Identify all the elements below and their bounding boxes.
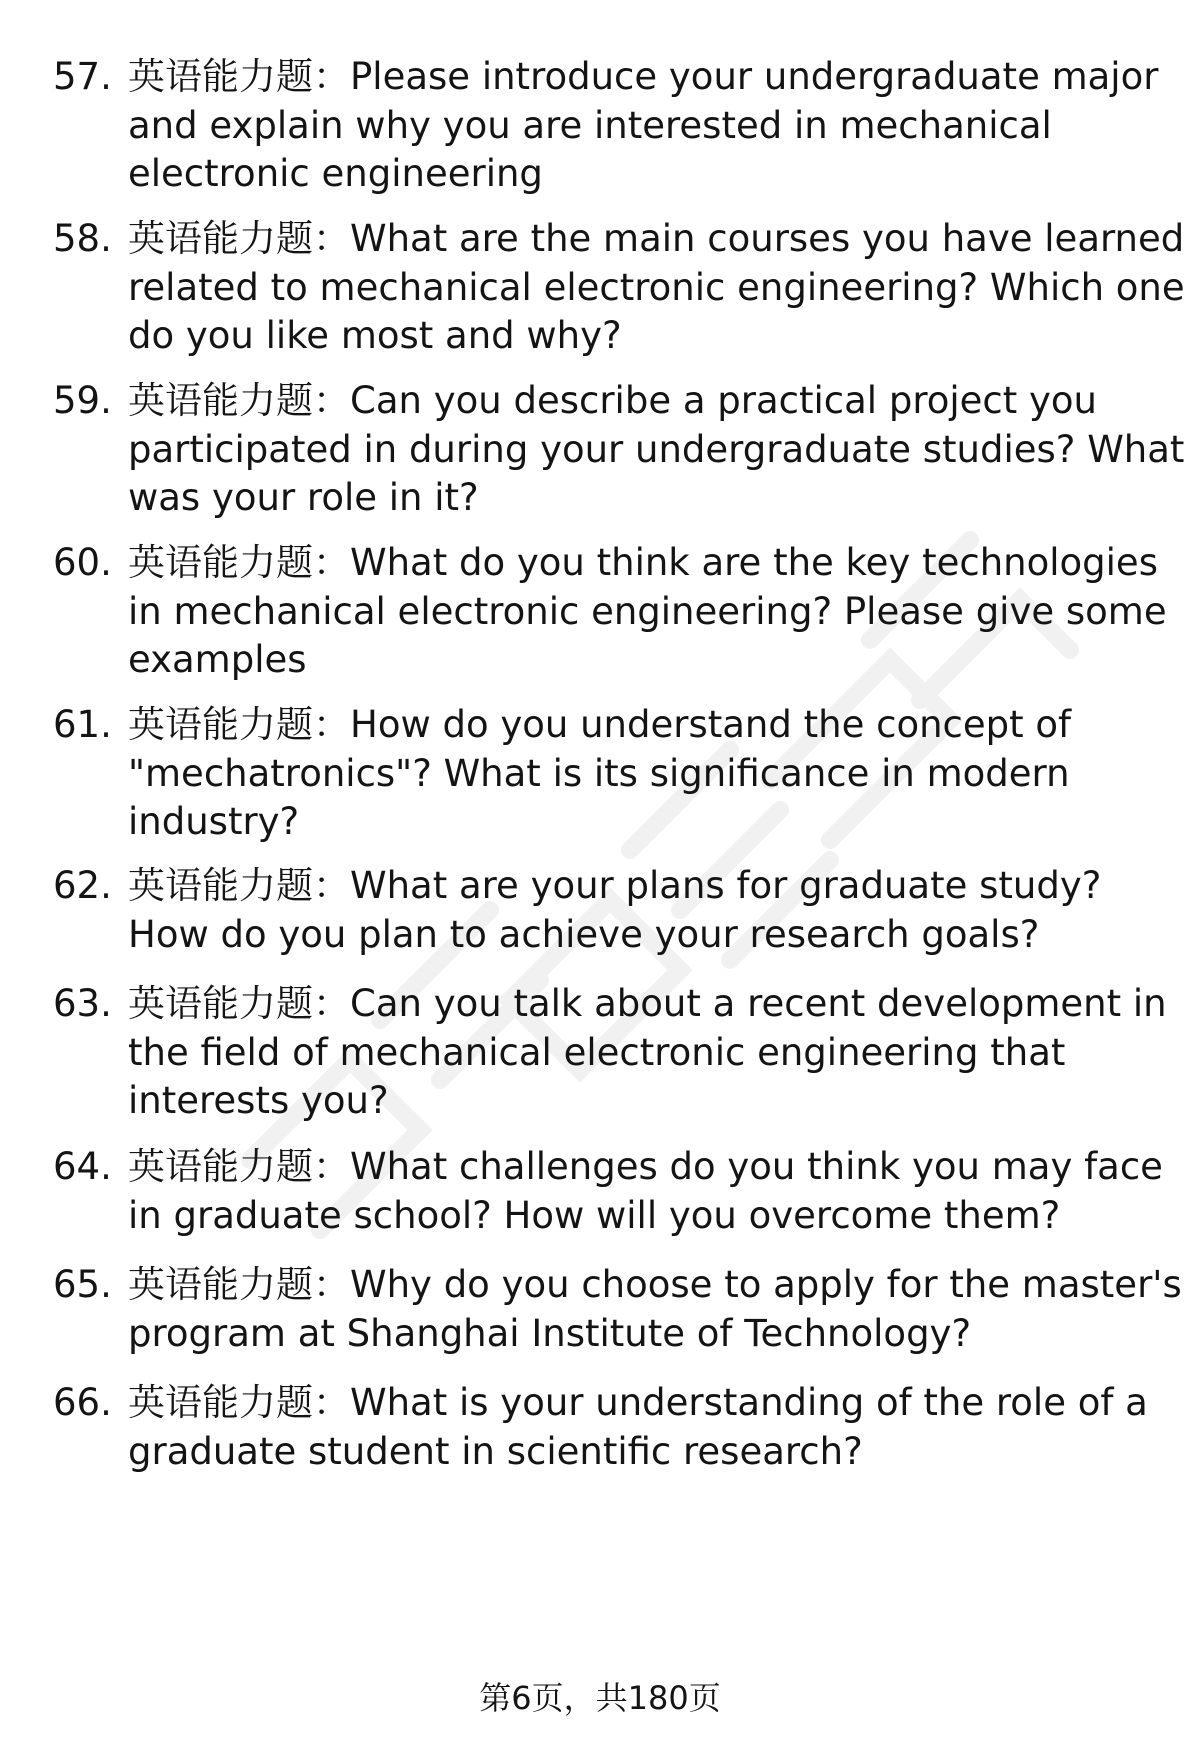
question-body: [128, 862, 1188, 959]
question-category-label: 英语能力题：: [128, 982, 350, 1025]
question-text: What are the main courses you have learned related to mechanical electronic engineering? Which one do you like most and why?: [128, 217, 1185, 357]
question-number: 58.: [53, 217, 112, 260]
question-body: [128, 1379, 1188, 1476]
question-number: 61.: [53, 703, 112, 746]
question-number: 64.: [53, 1145, 112, 1188]
question-number: 63.: [53, 982, 112, 1025]
question-body: [128, 980, 1188, 1126]
question-category-label: 英语能力题：: [128, 379, 350, 422]
question-text: Please introduce your undergraduate major and explain why you are interested in mechanical electronic engineering: [128, 55, 1159, 195]
question-text: What are your plans for graduate study? How do you plan to achieve your research goals?: [128, 864, 1102, 956]
question-text: What challenges do you think you may face in graduate school? How will you overcome them?: [128, 1145, 1163, 1237]
question-body: [128, 53, 1188, 199]
question-body: [128, 539, 1188, 685]
question-body: [128, 1143, 1188, 1240]
question-text: What do you think are the key technologies in mechanical electronic engineering? Please give some examples: [128, 541, 1167, 681]
page-indicator: 第6页，共180页: [479, 1679, 721, 1717]
question-number: 57.: [53, 55, 112, 98]
question-body: [128, 1261, 1188, 1358]
question-text: Can you talk about a recent development in the field of mechanical electronic engineering that interests you?: [128, 982, 1167, 1122]
question-category-label: 英语能力题：: [128, 864, 350, 907]
question-number: 66.: [53, 1381, 112, 1424]
question-number: 59.: [53, 379, 112, 422]
question-text: Why do you choose to apply for the master's program at Shanghai Institute of Technology?: [128, 1263, 1182, 1355]
question-category-label: 英语能力题：: [128, 703, 350, 746]
question-category-label: 英语能力题：: [128, 541, 350, 584]
question-category-label: 英语能力题：: [128, 1263, 350, 1306]
question-category-label: 英语能力题：: [128, 1145, 350, 1188]
question-category-label: 英语能力题：: [128, 55, 350, 98]
question-number: 62.: [53, 864, 112, 907]
question-number: 65.: [53, 1263, 112, 1306]
question-body: [128, 701, 1188, 847]
question-number: 60.: [53, 541, 112, 584]
question-category-label: 英语能力题：: [128, 217, 350, 260]
page-footer: [0, 1676, 1200, 1720]
question-text: What is your understanding of the role of a graduate student in scientific research?: [128, 1381, 1148, 1473]
question-body: [128, 215, 1188, 361]
question-body: [128, 377, 1188, 523]
question-text: Can you describe a practical project you participated in during your undergraduate studies? What was your role in it?: [128, 379, 1185, 519]
question-text: How do you understand the concept of "mechatronics"? What is its significance in modern industry?: [128, 703, 1072, 843]
question-category-label: 英语能力题：: [128, 1381, 350, 1424]
